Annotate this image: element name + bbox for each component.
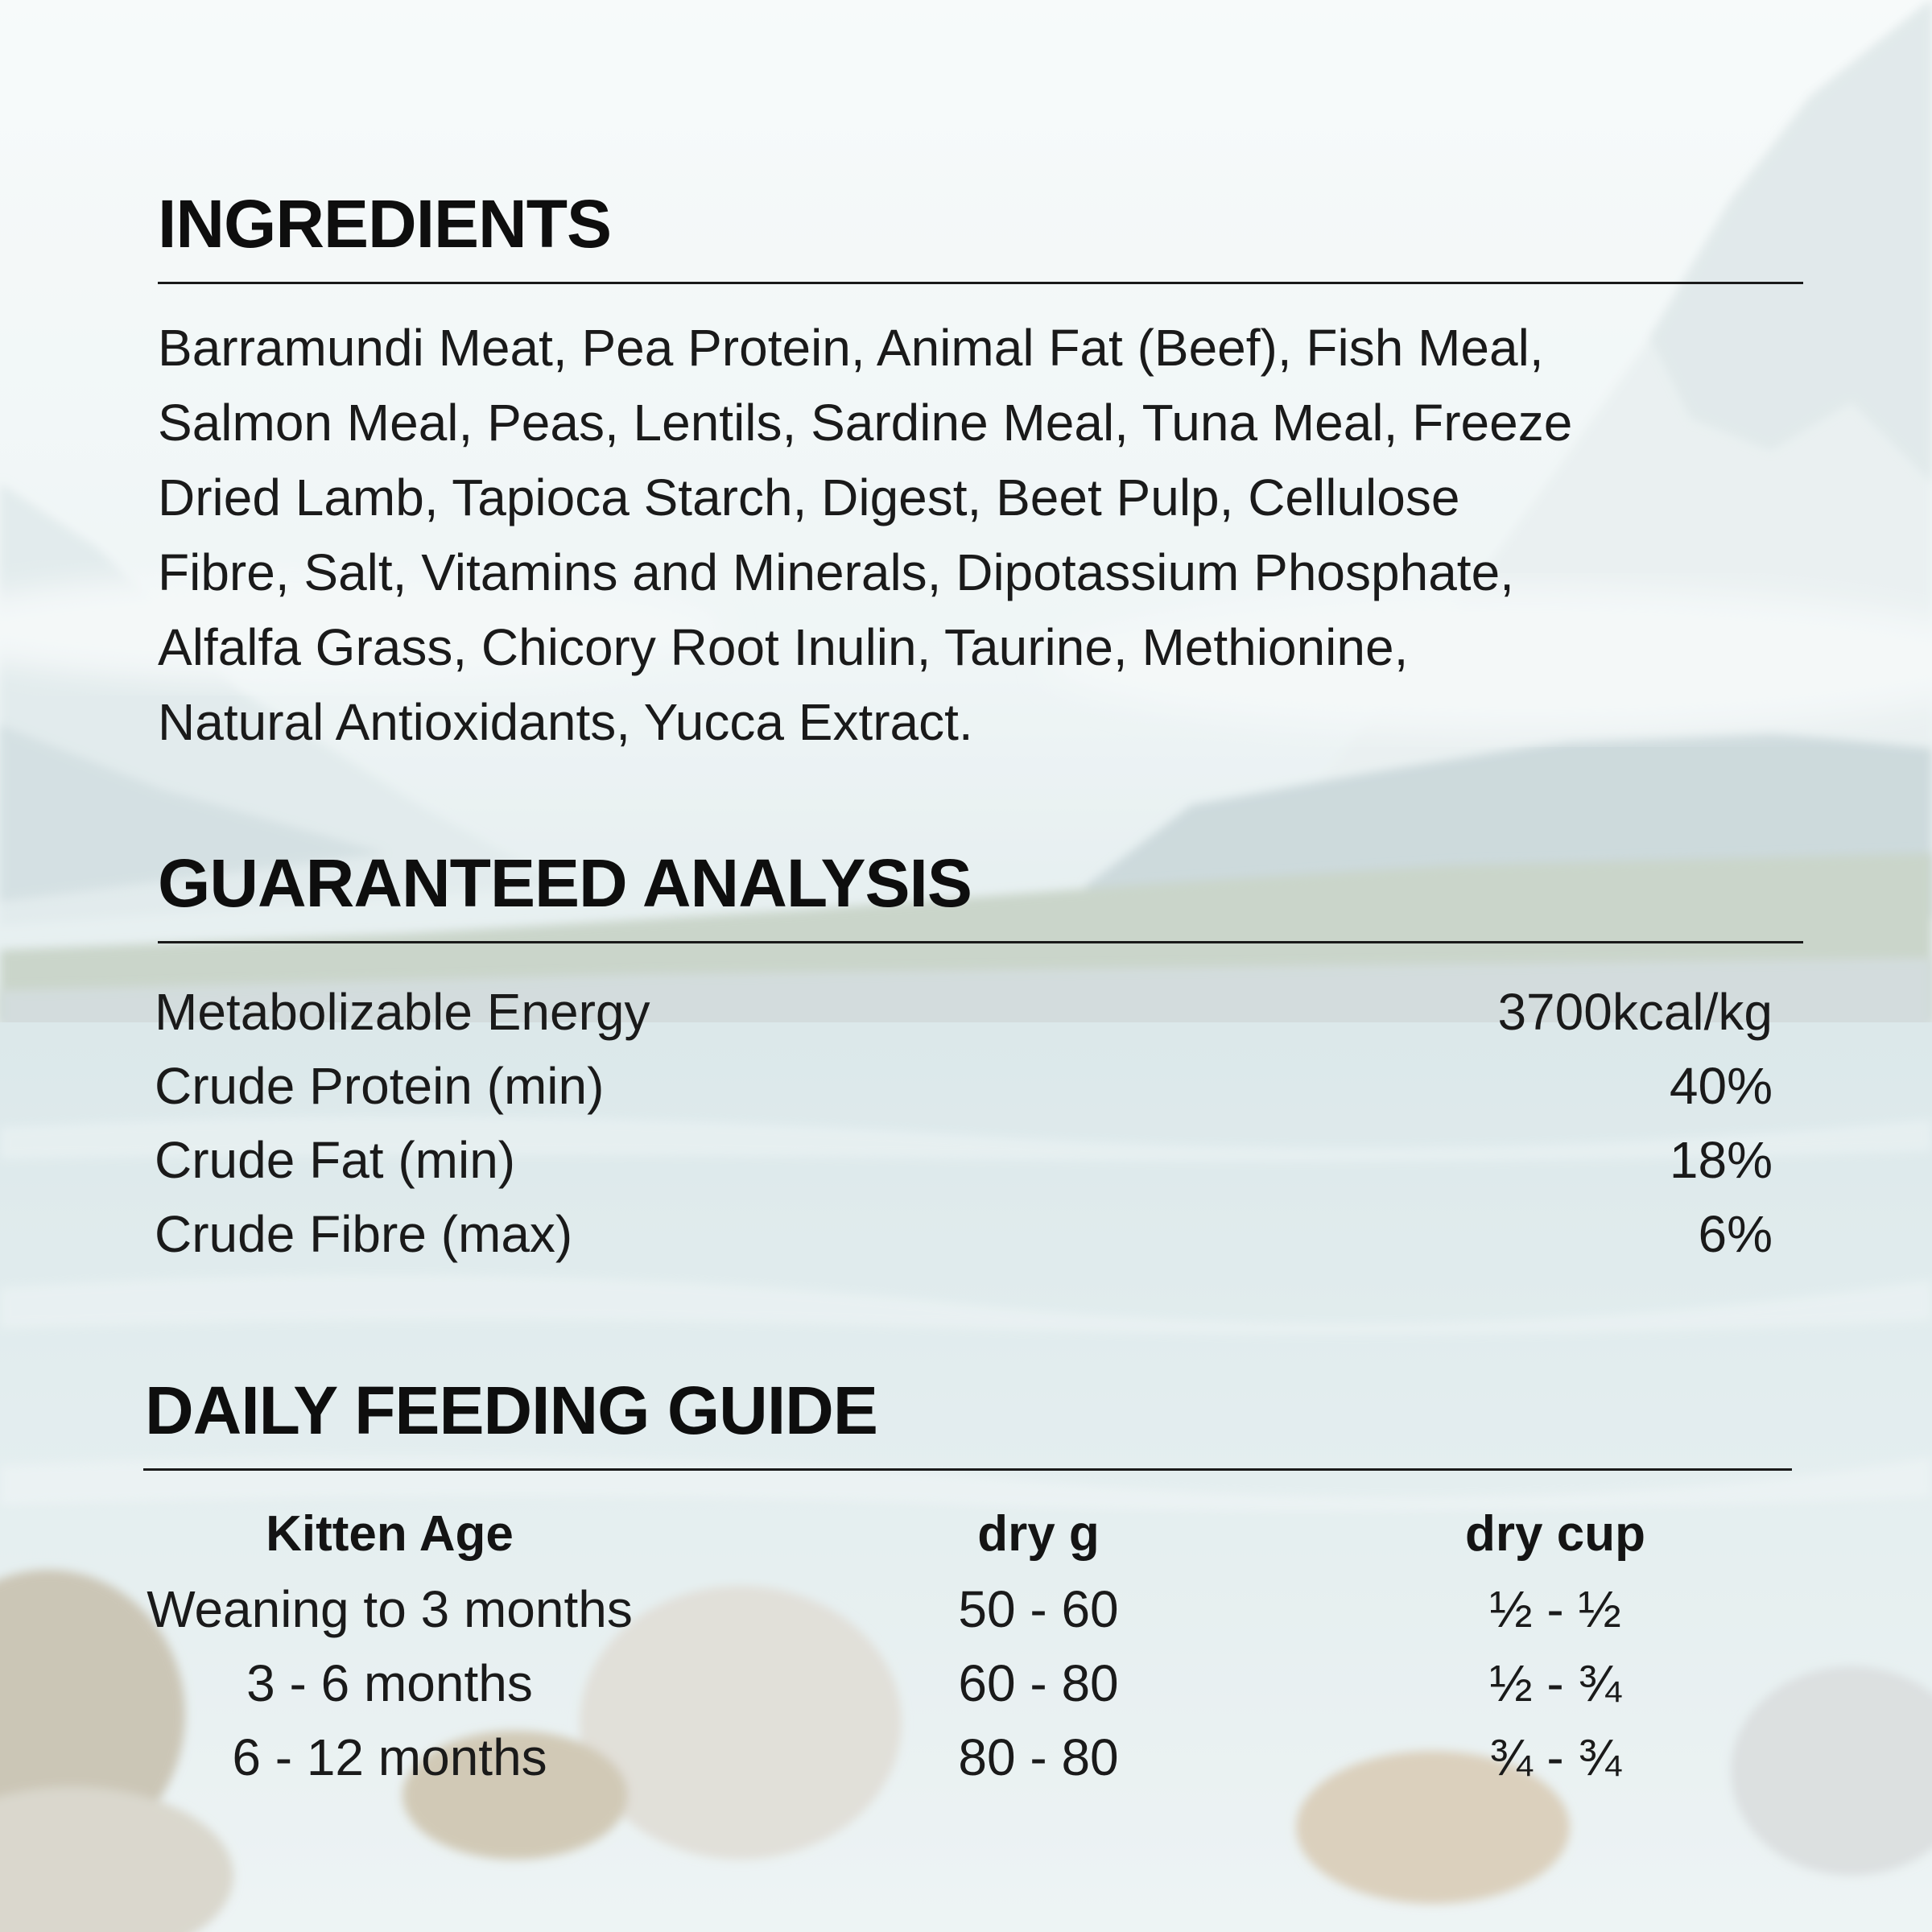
ingredients-heading: INGREDIENTS xyxy=(158,186,612,262)
feeding-column-header: dry g xyxy=(977,1506,1100,1562)
ingredients-divider xyxy=(158,282,1803,284)
feeding-dry-g-cell: 60 - 80 xyxy=(958,1654,1119,1712)
analysis-value: 3700kcal/kg xyxy=(1497,983,1773,1041)
ingredients-line: Salmon Meal, Peas, Lentils, Sardine Meal, Tuna Meal, Freeze xyxy=(158,394,1573,452)
analysis-row xyxy=(155,1197,1773,1271)
feeding-dry-cup-cell: ½ - ¾ xyxy=(1489,1654,1621,1712)
feeding-column-header: Kitten Age xyxy=(266,1506,514,1562)
feeding-column-header: dry cup xyxy=(1465,1506,1645,1562)
feeding-age-cell: 3 - 6 months xyxy=(246,1654,533,1712)
feeding-dry-cup-cell: ¾ - ¾ xyxy=(1489,1728,1621,1786)
feeding-age-cell: 6 - 12 months xyxy=(232,1728,547,1786)
feeding-age-cell: Weaning to 3 months xyxy=(147,1580,633,1638)
analysis-row xyxy=(155,975,1773,1049)
ingredients-list xyxy=(158,311,1816,760)
analysis-row xyxy=(155,1049,1773,1123)
feeding-dry-g-cell: 50 - 60 xyxy=(958,1580,1119,1638)
feeding-dry-cup-cell: ½ - ½ xyxy=(1489,1580,1621,1638)
ingredients-line: Natural Antioxidants, Yucca Extract. xyxy=(158,693,973,751)
feeding-dry-g-cell: 80 - 80 xyxy=(958,1728,1119,1786)
ingredients-line: Alfalfa Grass, Chicory Root Inulin, Taurine, Methionine, xyxy=(158,618,1409,676)
analysis-label: Metabolizable Energy xyxy=(155,983,650,1041)
analysis-value: 40% xyxy=(1669,1057,1773,1115)
feeding-heading: DAILY FEEDING GUIDE xyxy=(145,1373,877,1448)
ingredients-line: Fibre, Salt, Vitamins and Minerals, Dipotassium Phosphate, xyxy=(158,543,1514,601)
analysis-label: Crude Protein (min) xyxy=(155,1057,605,1115)
analysis-value: 18% xyxy=(1669,1131,1773,1189)
analysis-row xyxy=(155,1123,1773,1197)
analysis-label: Crude Fat (min) xyxy=(155,1131,516,1189)
analysis-value: 6% xyxy=(1698,1205,1773,1263)
ingredients-line: Barramundi Meat, Pea Protein, Animal Fat (Beef), Fish Meal, xyxy=(158,319,1544,377)
analysis-label: Crude Fibre (max) xyxy=(155,1205,573,1263)
analysis-heading: GUARANTEED ANALYSIS xyxy=(158,845,972,921)
feeding-divider xyxy=(143,1468,1792,1471)
ingredients-line: Dried Lamb, Tapioca Starch, Digest, Beet Pulp, Cellulose xyxy=(158,469,1460,526)
analysis-divider xyxy=(158,941,1803,943)
